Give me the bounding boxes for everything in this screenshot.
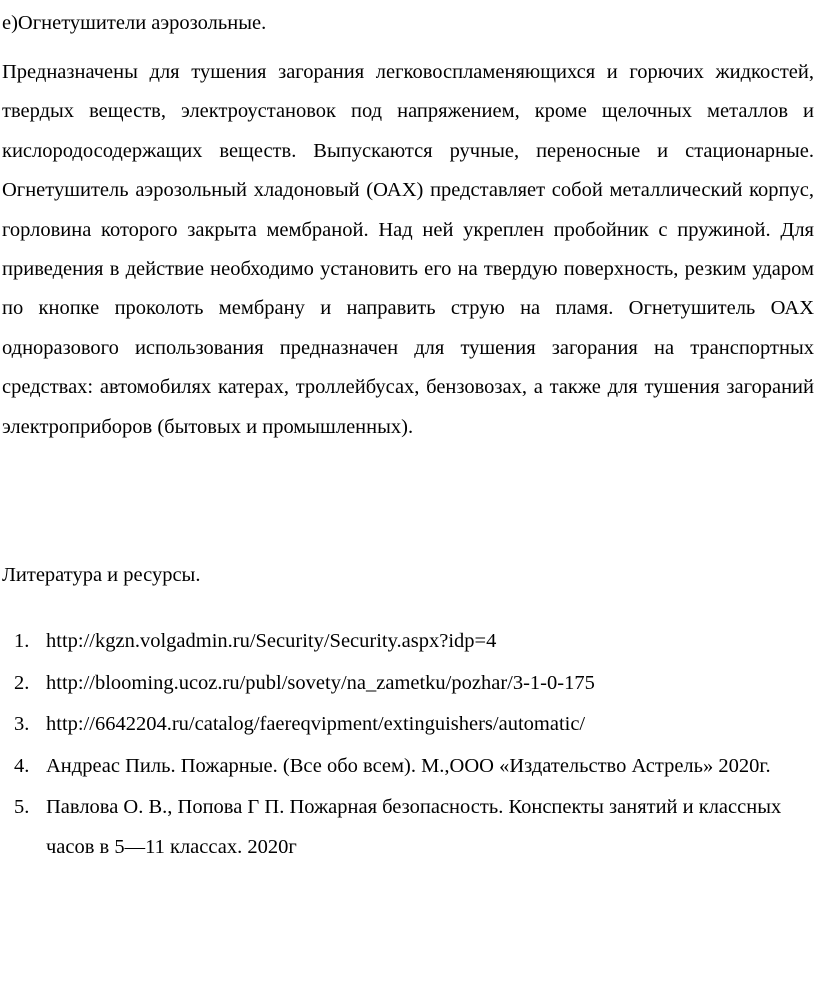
reference-number: 4. bbox=[14, 754, 30, 777]
reference-item bbox=[0, 788, 806, 867]
reference-item bbox=[0, 664, 806, 704]
reference-text: Павлова О. В., Попова Г П. Пожарная безопасность. Конспекты занятий и классных часов в 5—11 классах. 2020г bbox=[46, 796, 782, 858]
reference-number: 2. bbox=[14, 671, 30, 694]
reference-text: http://6642204.ru/catalog/faereqvipment/extinguishers/automatic/ bbox=[46, 713, 586, 736]
section-heading: е)Огнетушители аэрозольные. bbox=[2, 12, 267, 34]
reference-item bbox=[0, 705, 806, 745]
section-paragraph: Предназначены для тушения загорания легковоспламеняющихся и горючих жидкостей, твердых веществ, электроустановок под напряжением, кроме щелочных металлов и кислородосодержащих веществ. Выпускаются ручные, переносные и стационарные. Огнетушитель аэрозольный хладоновый (ОАХ) представляет собой металлический корпус, горловина которого закрыта мембраной. Над ней укреплен пробойник с пружиной. Для приведения в действие необходимо установить его на твердую поверхность, резким ударом по кнопке проколоть мембрану и направить струю на пламя. Огнетушитель ОАХ одноразового использования предназначен для тушения загорания на транспортных средствах: автомобилях катерах, троллейбусах, бензовозах, а также для тушения загораний электроприборов (бытовых и промышленных). bbox=[2, 61, 814, 438]
literature-title: Литература и ресурсы. bbox=[2, 564, 201, 586]
reference-item bbox=[0, 622, 806, 662]
reference-number: 1. bbox=[14, 630, 30, 652]
reference-item bbox=[0, 747, 806, 787]
reference-text: http://kgzn.volgadmin.ru/Security/Security.aspx?idp=4 bbox=[46, 630, 497, 652]
reference-text: http://blooming.ucoz.ru/publ/sovety/na_zametku/pozhar/3-1-0-175 bbox=[46, 671, 595, 694]
reference-text: Андреас Пиль. Пожарные. (Все обо всем). М.,ООО «Издательство Астрель» 2020г. bbox=[46, 754, 771, 777]
reference-list bbox=[0, 622, 816, 868]
reference-number: 5. bbox=[14, 796, 30, 819]
reference-number: 3. bbox=[14, 713, 30, 736]
